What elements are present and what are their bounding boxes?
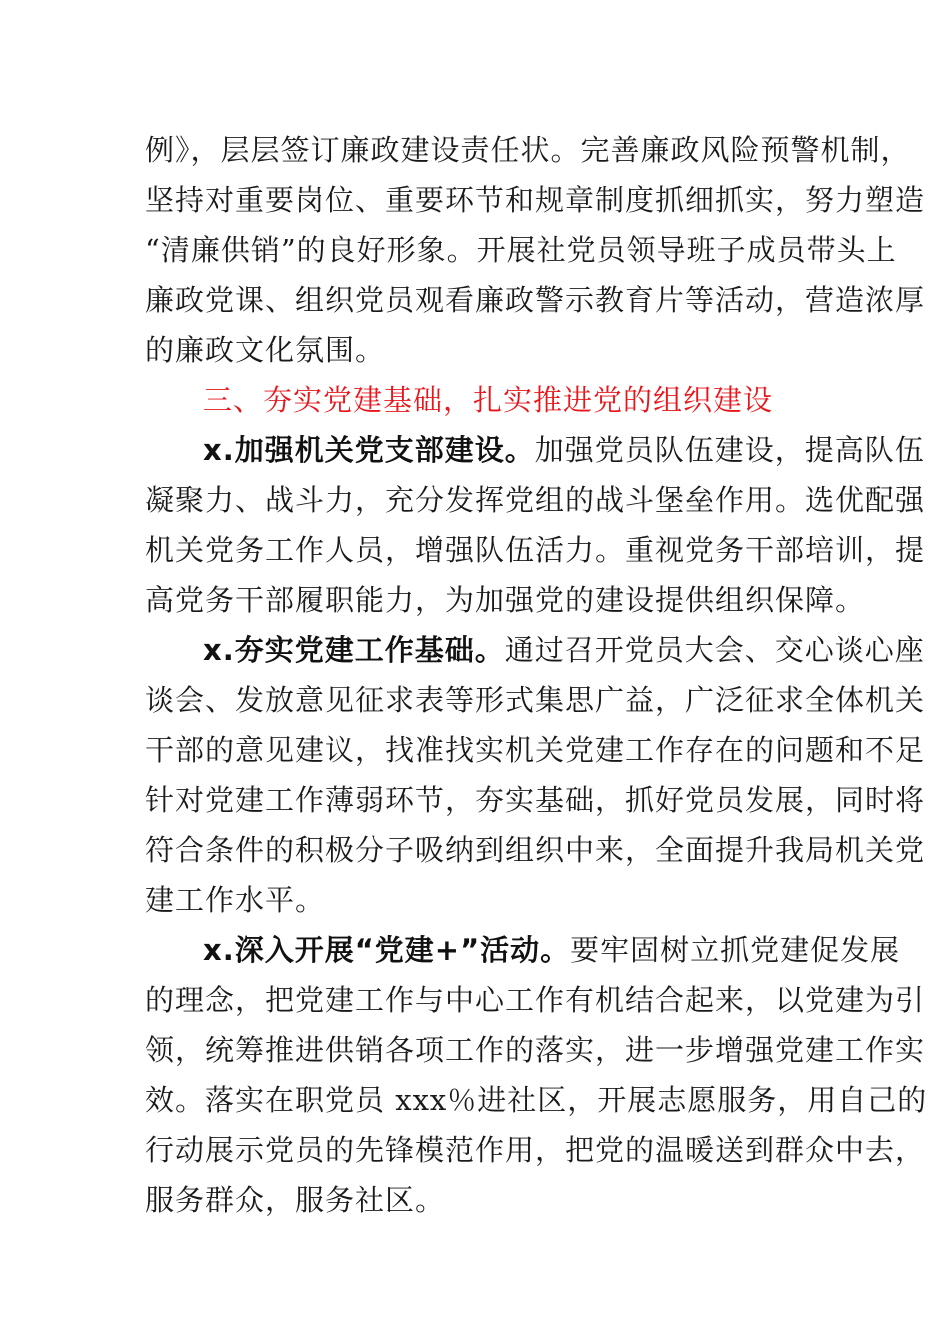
- item-3-line-4: 效。落实在职党员 xxx％进社区，开展志愿服务，用自己的: [145, 1083, 928, 1117]
- item-1-line-4: 高党务干部履职能力，为加强党的建设提供组织保障。: [145, 583, 866, 617]
- item-3-line-2: 的理念，把党建工作与中心工作有机结合起来，以党建为引: [145, 983, 926, 1017]
- item-1-first-line: [203, 425, 925, 475]
- intro-line-5: 的廉政文化氛围。: [145, 333, 386, 367]
- item-2-line-2: 谈会、发放意见征求表等形式集思广益，广泛征求全体机关: [145, 683, 926, 717]
- item-3-title: x.深入开展“党建+”活动。: [203, 933, 571, 967]
- item-3-first-line: [203, 925, 901, 975]
- item-1-title: x.加强机关党支部建设。: [203, 433, 535, 467]
- item-1-first-rest: 加强党员队伍建设，提高队伍: [534, 433, 925, 467]
- item-2-line-4: 针对党建工作薄弱环节，夯实基础，抓好党员发展，同时将: [145, 783, 926, 817]
- item-3-first-rest: 要牢固树立抓党建促发展: [570, 933, 901, 967]
- intro-line-4: 廉政党课、组织党员观看廉政警示教育片等活动，营造浓厚: [145, 283, 926, 317]
- item-3-line-3: 领，统筹推进供销各项工作的落实，进一步增强党建工作实: [145, 1033, 926, 1067]
- intro-line-3: “清廉供销”的良好形象。开展社党员领导班子成员带头上: [145, 233, 897, 267]
- intro-line-1: 例》，层层签订廉政建设责任状。完善廉政风险预警机制，: [145, 133, 911, 167]
- item-2-line-3: 干部的意见建议，找准找实机关党建工作存在的问题和不足: [145, 733, 926, 767]
- item-2-title: x.夯实党建工作基础。: [203, 633, 505, 667]
- item-1-line-2: 凝聚力、战斗力，充分发挥党组的战斗堡垒作用。选优配强: [145, 483, 926, 517]
- item-3-line-6: 服务群众，服务社区。: [145, 1183, 446, 1217]
- item-2-line-6: 建工作水平。: [145, 883, 326, 917]
- item-2-first-rest: 通过召开党员大会、交心谈心座: [504, 633, 925, 667]
- item-2-first-line: [203, 625, 925, 675]
- item-3-line-5: 行动展示党员的先锋模范作用，把党的温暖送到群众中去，: [145, 1133, 926, 1167]
- intro-line-2: 坚持对重要岗位、重要环节和规章制度抓细抓实，努力塑造: [145, 183, 926, 217]
- section-heading: 三、夯实党建基础，扎实推进党的组织建设: [203, 383, 774, 417]
- item-2-line-5: 符合条件的积极分子吸纳到组织中来，全面提升我局机关党: [145, 833, 926, 867]
- item-1-line-3: 机关党务工作人员，增强队伍活力。重视党务干部培训，提: [145, 533, 926, 567]
